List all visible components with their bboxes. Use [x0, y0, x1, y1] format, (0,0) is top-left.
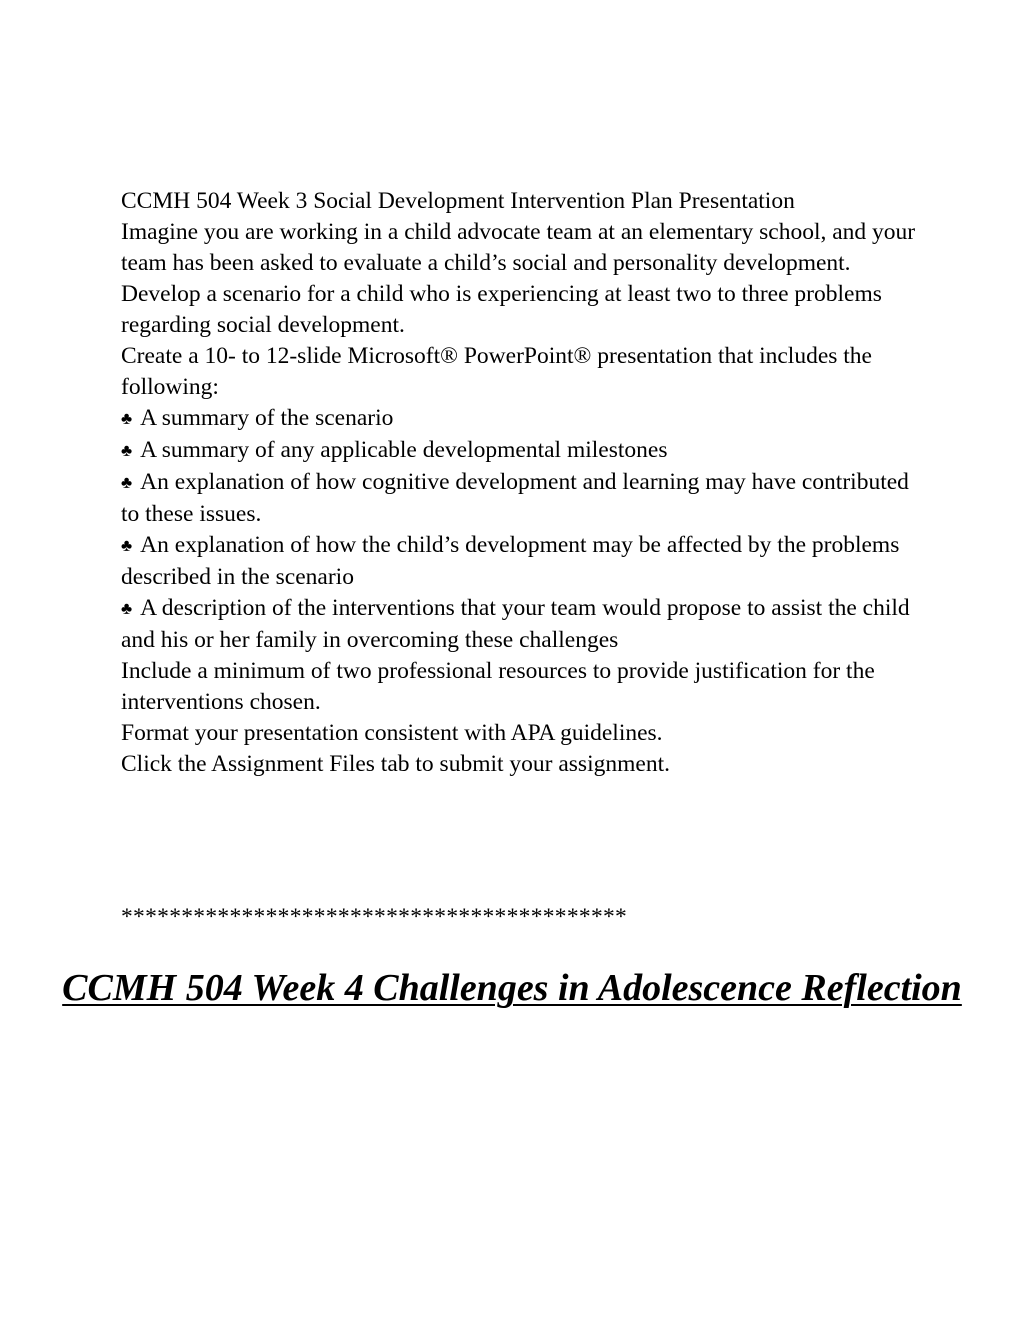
club-bullet-icon: ♣	[121, 473, 133, 492]
resources-paragraph: Include a minimum of two professional resources to provide justification for the interventions chosen.	[121, 658, 875, 715]
asterisk-separator: ******************************************	[121, 904, 628, 930]
bullet-item	[121, 403, 921, 435]
bullet-text: An explanation of how cognitive development and learning may have contributed to these issues.	[121, 469, 909, 527]
scenario-paragraph: Develop a scenario for a child who is experiencing at least two to three problems regarding social development.	[121, 281, 882, 338]
club-bullet-icon: ♣	[121, 599, 133, 618]
assignment-title: CCMH 504 Week 3 Social Development Intervention Plan Presentation	[121, 188, 795, 214]
bullet-text: An explanation of how the child’s development may be affected by the problems described in the scenario	[121, 532, 900, 590]
assignment-body	[121, 186, 921, 780]
club-bullet-icon: ♣	[121, 441, 133, 460]
presentation-paragraph: Create a 10- to 12-slide Microsoft® PowerPoint® presentation that includes the following:	[121, 343, 872, 400]
bullet-text: A summary of the scenario	[140, 405, 394, 431]
bullet-text: A summary of any applicable developmental milestones	[140, 437, 668, 463]
bullet-item	[121, 530, 921, 593]
next-assignment-heading: CCMH 504 Week 4 Challenges in Adolescence Reflection	[62, 967, 962, 1009]
club-bullet-icon: ♣	[121, 409, 133, 428]
bullet-text: A description of the interventions that your team would propose to assist the child and his or her family in overcoming these challenges	[121, 595, 910, 653]
format-paragraph: Format your presentation consistent with APA guidelines.	[121, 720, 663, 746]
bullet-item	[121, 435, 921, 467]
bullet-item	[121, 467, 921, 530]
club-bullet-icon: ♣	[121, 536, 133, 555]
bullet-item	[121, 593, 921, 656]
intro-paragraph: Imagine you are working in a child advocate team at an elementary school, and your team has been asked to evaluate a child’s social and personality development.	[121, 219, 916, 276]
submit-paragraph: Click the Assignment Files tab to submit your assignment.	[121, 751, 670, 777]
